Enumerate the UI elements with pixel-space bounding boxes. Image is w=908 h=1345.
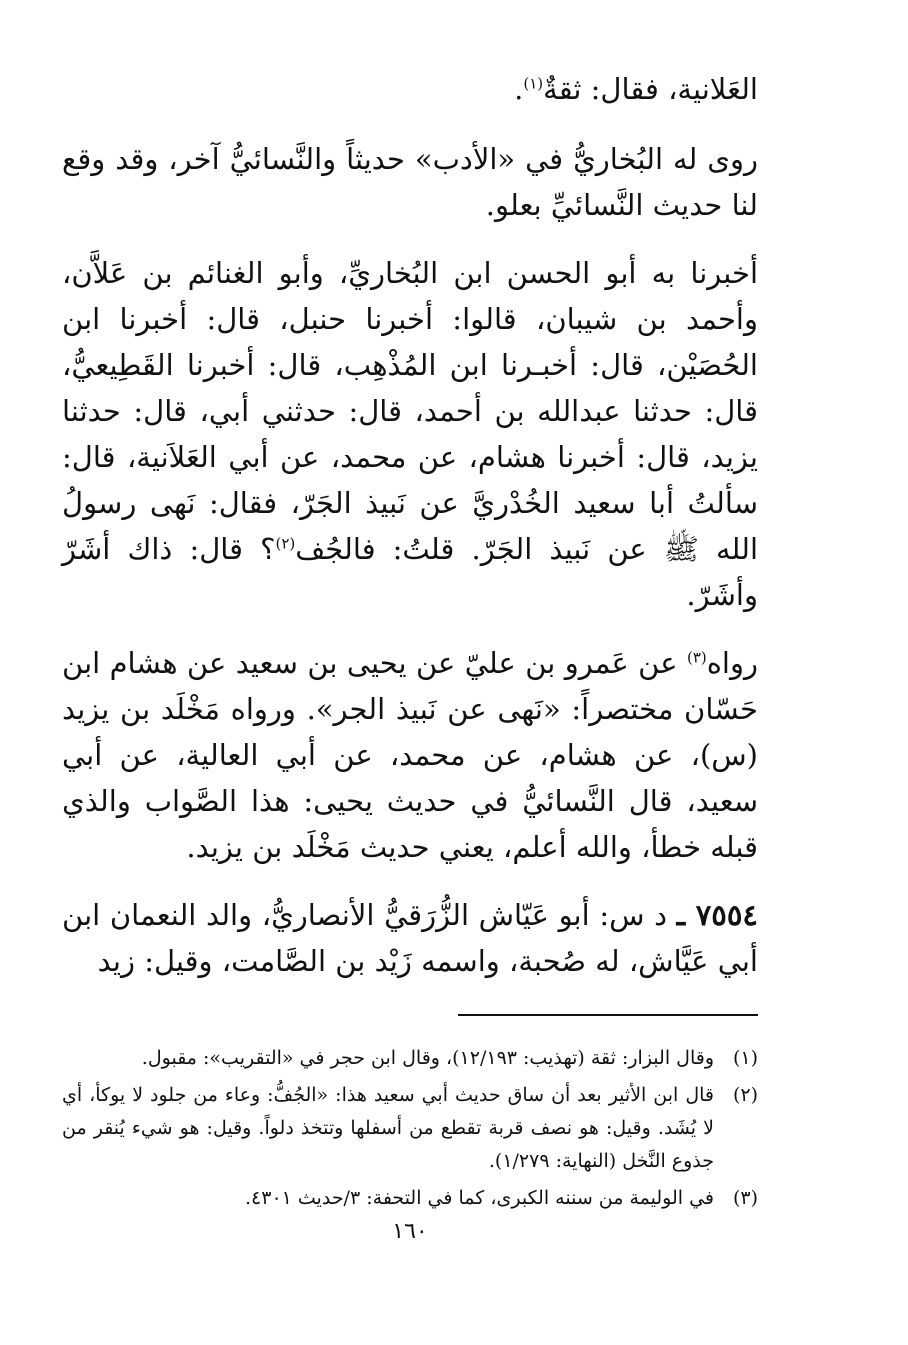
footnote-ref-2[interactable]: (٢): [275, 534, 296, 553]
footnote-number: (٢): [732, 1084, 758, 1106]
footnote-2: [62, 1079, 758, 1178]
paragraph-1-end: .: [514, 72, 524, 106]
footnote-ref-3[interactable]: (٣): [686, 648, 707, 667]
paragraph-4-text: عن عَمرو بن عليّ عن يحيى بن سعيد عن هشام ابن حَسّان مختصراً: «نَهى عن نَبيذ الجر». ورواه مَخْلَد بن يزيد (س)، عن هشام، عن محمد، عن أبي العالية، عن أبي سعيد، قال النَّسائيُّ في حديث يحيى: هذا الصَّواب والذي قبله خطأ، والله أعلم، يعني حديث مَخْلَد بن يزيد.: [62, 646, 758, 864]
page-number: ١٦٠: [392, 1219, 428, 1244]
paragraph-1: [62, 66, 758, 112]
footnote-1: [62, 1042, 758, 1075]
footnote-ref-1[interactable]: (١): [523, 74, 544, 93]
paragraph-3-text: أخبرنا به أبو الحسن ابن البُخاريِّ، وأبو الغنائم بن عَلاَّن، وأحمد بن شيبان، قالوا: أخبرنا حنبل، قال: أخبرنا ابن الحُصَيْن، قال: أخبـرنا ابن المُذْهِب، قال: أخبرنا القَطِيعيُّ، قال: حدثنا عبدالله بن أحمد، قال: حدثني أبي، قال: حدثنا يزيد، قال: أخبرنا هشام، عن محمد، عن أبي العَلاَنية، قال: سألتُ أبا سعيد الخُدْريَّ عن نَبيذ الجَرّ، فقال: نَهى رسولُ الله ﷺ عن نَبيذ الجَرّ. قلتُ: فالجُف: [62, 256, 758, 566]
footnote-text: وقال البزار: ثقة (تهذيب: ١٢/١٩٣)، وقال ابن حجر في «التقريب»: مقبول.: [141, 1047, 714, 1069]
paragraph-5-text: د س: أبو عَيّاش الزُّرَقيُّ الأنصاريُّ، والد النعمان ابن أبي عَيَّاش، له صُحبة، واسمه زَيْد بن الصَّامت، وقيل: زيد: [62, 898, 758, 978]
entry-number: ٧٥٥٤ ـ: [676, 898, 758, 932]
footnote-text: قال ابن الأثير بعد أن ساق حديث أبي سعيد هذا: «الجُفُّ: وعاء من جلود لا يوكأ، أي لا يُشَد. وقيل: هو نصف قربة تقطع من أسفلها وتتخذ دلواً. وقيل: هو شيء يُنقر من جذوع النَّخل (النهاية: ١/٢٧٩).: [62, 1084, 714, 1172]
paragraph-3-tail: ؟ قال: ذاك أشَرّ وأشَرّ.: [62, 532, 758, 612]
document-page: [62, 66, 758, 1305]
paragraph-1-text: العَلانية، فقال: ثقةٌ: [543, 72, 758, 106]
footnote-number: (٣): [732, 1187, 758, 1209]
paragraph-4-lead: رواه: [706, 646, 758, 680]
paragraph-2: روى له البُخاريُّ في «الأدب» حديثاً والنَّسائيُّ آخر، وقد وقع لنا حديث النَّسائيِّ بعلو.: [62, 142, 758, 222]
footnote-3: [62, 1182, 758, 1215]
footnote-number: (١): [732, 1047, 758, 1069]
footnotes: [62, 1042, 758, 1215]
paragraph-3: [62, 250, 758, 618]
paragraph-5: [62, 892, 758, 984]
footnote-text: في الوليمة من سننه الكبرى، كما في التحفة: ٣/حديث ٤٣٠١.: [244, 1187, 714, 1209]
paragraph-4: [62, 640, 758, 870]
footnote-divider: [458, 1014, 758, 1016]
